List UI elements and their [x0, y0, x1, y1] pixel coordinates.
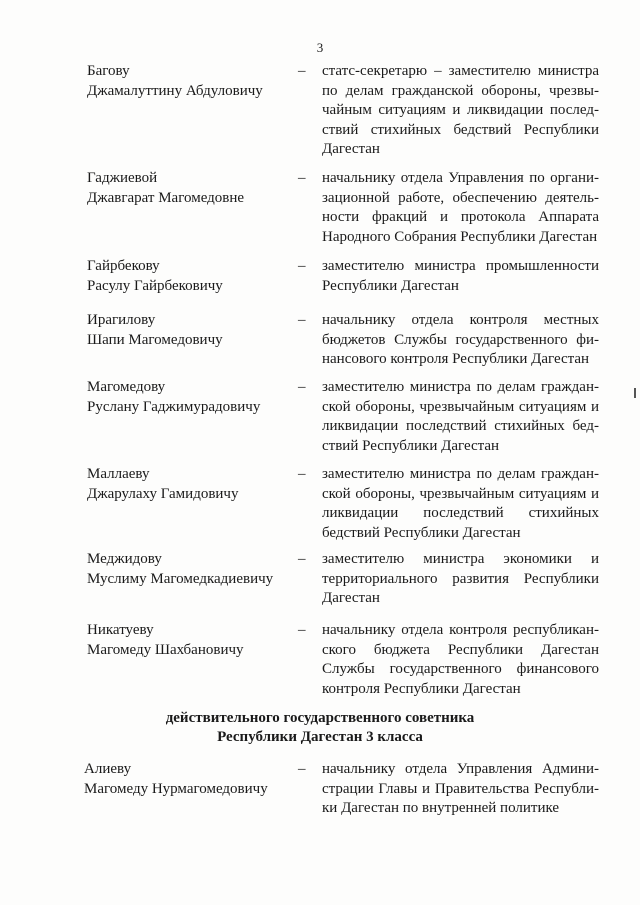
position-description: начальнику отдела Управления по организационной работе, обеспечению деятельности фракций и протокола Аппарата Народного Собрания Республики Дагестан: [322, 170, 599, 245]
person-name: [87, 311, 292, 350]
dash: –: [298, 551, 306, 567]
surname: Багову: [87, 63, 130, 79]
section-heading: [0, 709, 640, 747]
surname: Магомедову: [87, 379, 166, 395]
list-item: [0, 378, 599, 456]
surname: Меджидову: [87, 551, 162, 567]
surname: Гайрбекову: [87, 258, 160, 274]
surname: Маллаеву: [87, 466, 150, 482]
dash: –: [298, 258, 306, 274]
scan-artifact: [634, 388, 636, 398]
given-name: Шапи Магомедовичу: [87, 331, 223, 348]
dash: –: [298, 379, 306, 395]
dash: –: [298, 622, 306, 638]
position-description: начальнику отдела контроля республиканского бюджета Республики Дагестан Службы государственного финансового контроля Республики Дагестан: [322, 622, 599, 697]
list-item: [0, 62, 599, 160]
person-name: [87, 62, 292, 101]
dash: –: [298, 312, 306, 328]
person-name: [87, 378, 292, 417]
position-description: статс-секретарю – заместителю министра по делам гражданской обороны, чрезвычайным ситуациям и ликвидации последствий стихийных бедствий Республики Дагестан: [322, 63, 599, 158]
dash: –: [298, 63, 306, 79]
given-name: Муслиму Магомедкадиевичу: [87, 570, 274, 587]
list-item: [0, 465, 599, 543]
person-name: [87, 169, 292, 208]
dash: –: [298, 761, 306, 777]
list-item: [0, 550, 599, 609]
list-item: [0, 311, 599, 370]
list-item: [0, 621, 599, 699]
position-description: заместителю министра по делам гражданской обороны, чрезвычайным ситуациям и ликвидации последствий стихийных бедствий Республики Дагестан: [322, 466, 599, 541]
person-name: [84, 760, 289, 799]
dash: –: [298, 466, 306, 482]
list-item: [0, 169, 599, 247]
person-name: [87, 621, 292, 660]
given-name: Джамалуттину Абдуловичу: [87, 82, 263, 99]
position-description: начальнику отдела Управления Администрации Главы и Правительства Республики Дагестан по внутренней политике: [322, 761, 599, 817]
list-item: [0, 760, 599, 819]
surname: Никатуеву: [87, 622, 154, 638]
given-name: Джавгарат Магомедовне: [87, 189, 245, 206]
given-name: Джарулаху Гамидовичу: [87, 485, 239, 502]
given-name: Руслану Гаджимурадовичу: [87, 398, 261, 415]
position-description: заместителю министра промышленности Республики Дагестан: [322, 258, 599, 294]
section-heading-line: Республики Дагестан 3 класса: [217, 729, 423, 745]
given-name: Расулу Гайрбековичу: [87, 277, 223, 294]
given-name: Магомеду Шахбановичу: [87, 641, 244, 658]
person-name: [87, 257, 292, 296]
position-description: заместителю министра по делам гражданской обороны, чрезвычайным ситуациям и ликвидации последствий стихийных бедствий Республики Дагестан: [322, 379, 599, 454]
person-name: [87, 465, 292, 504]
position-description: начальнику отдела контроля местных бюджетов Службы государственного финансового контроля Республики Дагестан: [322, 312, 599, 368]
surname: Гаджиевой: [87, 170, 158, 186]
position-description: заместителю министра экономики и территориального развития Республики Дагестан: [322, 551, 599, 607]
person-name: [87, 550, 292, 589]
dash: –: [298, 170, 306, 186]
surname: Алиеву: [84, 761, 132, 777]
surname: Ирагилову: [87, 312, 156, 328]
list-item: [0, 257, 599, 296]
given-name: Магомеду Нурмагомедовичу: [84, 780, 268, 797]
page-number: 3: [316, 40, 324, 55]
section-heading-line: действительного государственного советника: [165, 710, 475, 726]
